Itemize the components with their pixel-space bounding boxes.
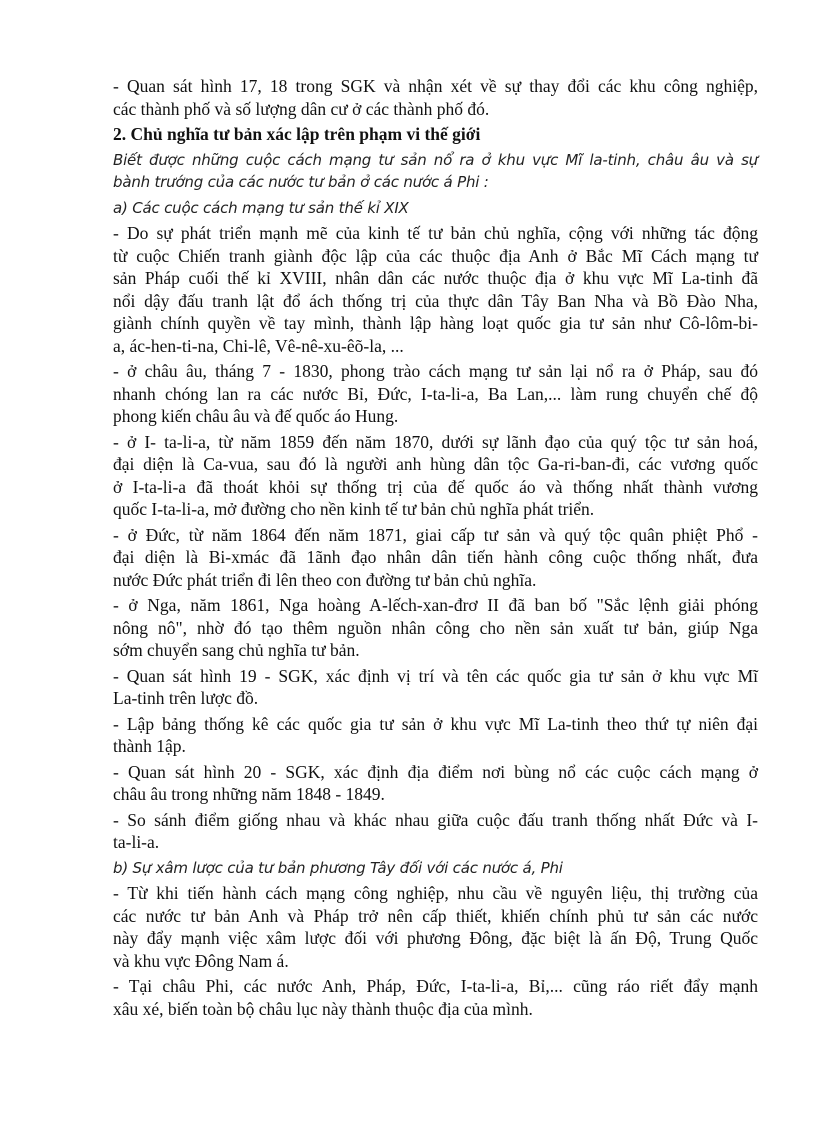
text-line: sớm chuyển sang chủ nghĩa tư bản. [113, 640, 360, 660]
text-line: các nước tư bản Anh và Pháp trở nên cấp thiết, khiến chính phủ tư sản các nước [113, 905, 758, 926]
section-heading [113, 123, 758, 146]
paragraph [113, 882, 758, 972]
text-line: - Tại châu Phi, các nước Anh, Pháp, Đức, I-ta-li-a, Bỉ,... cũng ráo riết đẩy mạnh [113, 976, 758, 996]
text-line: a) Các cuộc cách mạng tư sản thế kỉ XIX [113, 198, 409, 217]
italic-subheading [113, 857, 758, 880]
text-line: xâu xé, biến toàn bộ châu lục này thành thuộc địa của mình. [113, 998, 533, 1019]
text-line: ta-li-a. [113, 832, 160, 852]
text-line: các thành phố và số lượng dân cư ở các thành phố đó. [113, 98, 490, 119]
text-line: - Quan sát hình 20 - SGK, xác định địa điểm nơi bùng nổ các cuộc cách mạng ở [113, 761, 758, 782]
text-line: - ở I- ta-li-a, từ năm 1859 đến năm 1870, dưới sự lãnh đạo của quý tộc tư sản hoá, [113, 431, 758, 452]
text-line: nước Đức phát triển đi lên theo con đường tư bản chủ nghĩa. [113, 569, 537, 590]
text-line: nổi dậy đấu tranh lật đổ ách thống trị của thực dân Tây Ban Nha và Bồ Đào Nha, [113, 290, 758, 311]
text-line: a, ác-hen-ti-na, Chi-lê, Vê-nê-xu-êõ-la, ... [113, 335, 404, 356]
text-line: này đẩy mạnh việc xâm lược đối với phương Đông, đặc biệt là ấn Độ, Trung Quốc [113, 928, 758, 948]
paragraph [113, 222, 758, 357]
text-line: b) Sự xâm lược của tư bản phương Tây đối với các nước á, Phi [113, 858, 563, 877]
italic-subheading [113, 197, 758, 220]
text-line: sản Pháp cuối thế kỉ XVIII, nhân dân các nước thuộc địa ở khu vực Mĩ La-tinh đã [113, 268, 758, 288]
text-line: - ở châu âu, tháng 7 - 1830, phong trào cách mạng tư sản lại nổ ra ở Pháp, sau đó [113, 361, 758, 381]
paragraph [113, 594, 758, 662]
document-page [113, 75, 758, 1023]
italic-subheading [113, 149, 758, 194]
paragraph [113, 975, 758, 1020]
text-line: - Từ khi tiến hành cách mạng công nghiệp, nhu cầu về nguyên liệu, thị trường của [113, 883, 758, 903]
text-line: - ở Đức, từ năm 1864 đến năm 1871, giai cấp tư sản và quý tộc quân phiệt Phổ - [113, 524, 758, 545]
text-line: La-tinh trên lược đồ. [113, 688, 259, 708]
text-line: phong kiến châu âu và đế quốc áo Hung. [113, 406, 399, 426]
paragraph [113, 809, 758, 854]
text-line: đại diện là Bi-xmác đã 1ãnh đạo nhân dân tiến hành công cuộc thống nhất, đưa [113, 547, 758, 567]
paragraph [113, 360, 758, 428]
text-line: bành trướng của các nước tư bản ở các nước á Phi : [113, 173, 489, 191]
text-line: - Quan sát hình 17, 18 trong SGK và nhận xét về sự thay đổi các khu công nghiệp, [113, 76, 758, 96]
text-line: giành chính quyền về tay mình, thành lập hàng loạt quốc gia tư sản như Cô-lôm-bi- [113, 313, 758, 333]
paragraph [113, 524, 758, 592]
text-line: đại diện là Ca-vua, sau đó là người anh hùng dân tộc Ga-ri-ban-đi, các vương quốc [113, 454, 758, 474]
text-line: châu âu trong những năm 1848 - 1849. [113, 784, 385, 804]
text-line: - Lập bảng thống kê các quốc gia tư sản ở khu vực Mĩ La-tinh theo thứ tự niên đại [113, 713, 758, 734]
text-line: ở I-ta-li-a đã thoát khỏi sự thống trị của đế quốc áo và thống nhất thành vương [113, 476, 758, 497]
paragraph [113, 75, 758, 120]
text-line: nông nô", nhờ đó tạo thêm nguồn nhân công cho nền sản xuất tư bản, giúp Nga [113, 617, 758, 638]
text-line: Biết được những cuộc cách mạng tư sản nổ ra ở khu vực Mĩ la-tinh, châu âu và sự [113, 150, 758, 169]
text-line: - Quan sát hình 19 - SGK, xác định vị trí và tên các quốc gia tư sản ở khu vực Mĩ [113, 665, 758, 686]
paragraph [113, 431, 758, 521]
text-line: - ở Nga, năm 1861, Nga hoàng A-lếch-xan-đrơ II đã ban bố "Sắc lệnh giải phóng [113, 595, 758, 615]
paragraph [113, 665, 758, 710]
text-line: nhanh chóng lan ra các nước Bỉ, Đức, I-ta-li-a, Ba Lan,... làm rung chuyển chế độ [113, 383, 758, 404]
paragraph [113, 713, 758, 758]
text-line: thành 1ập. [113, 736, 186, 756]
paragraph [113, 761, 758, 806]
text-line: 2. Chủ nghĩa tư bản xác lập trên phạm vi thế giới [113, 124, 481, 144]
text-line: và khu vực Đông Nam á. [113, 950, 289, 971]
text-line: - Do sự phát triển mạnh mẽ của kinh tế tư bản chủ nghĩa, cộng với những tác động [113, 223, 758, 243]
text-line: từ cuộc Chiến tranh giành độc lập của các thuộc địa Anh ở Bắc Mĩ Cách mạng tư [113, 245, 758, 266]
text-line: - So sánh điểm giống nhau và khác nhau giữa cuộc đấu tranh thống nhất Đức và I- [113, 809, 758, 830]
text-line: quốc I-ta-li-a, mở đường cho nền kinh tế tư bản chủ nghĩa phát triển. [113, 499, 595, 519]
